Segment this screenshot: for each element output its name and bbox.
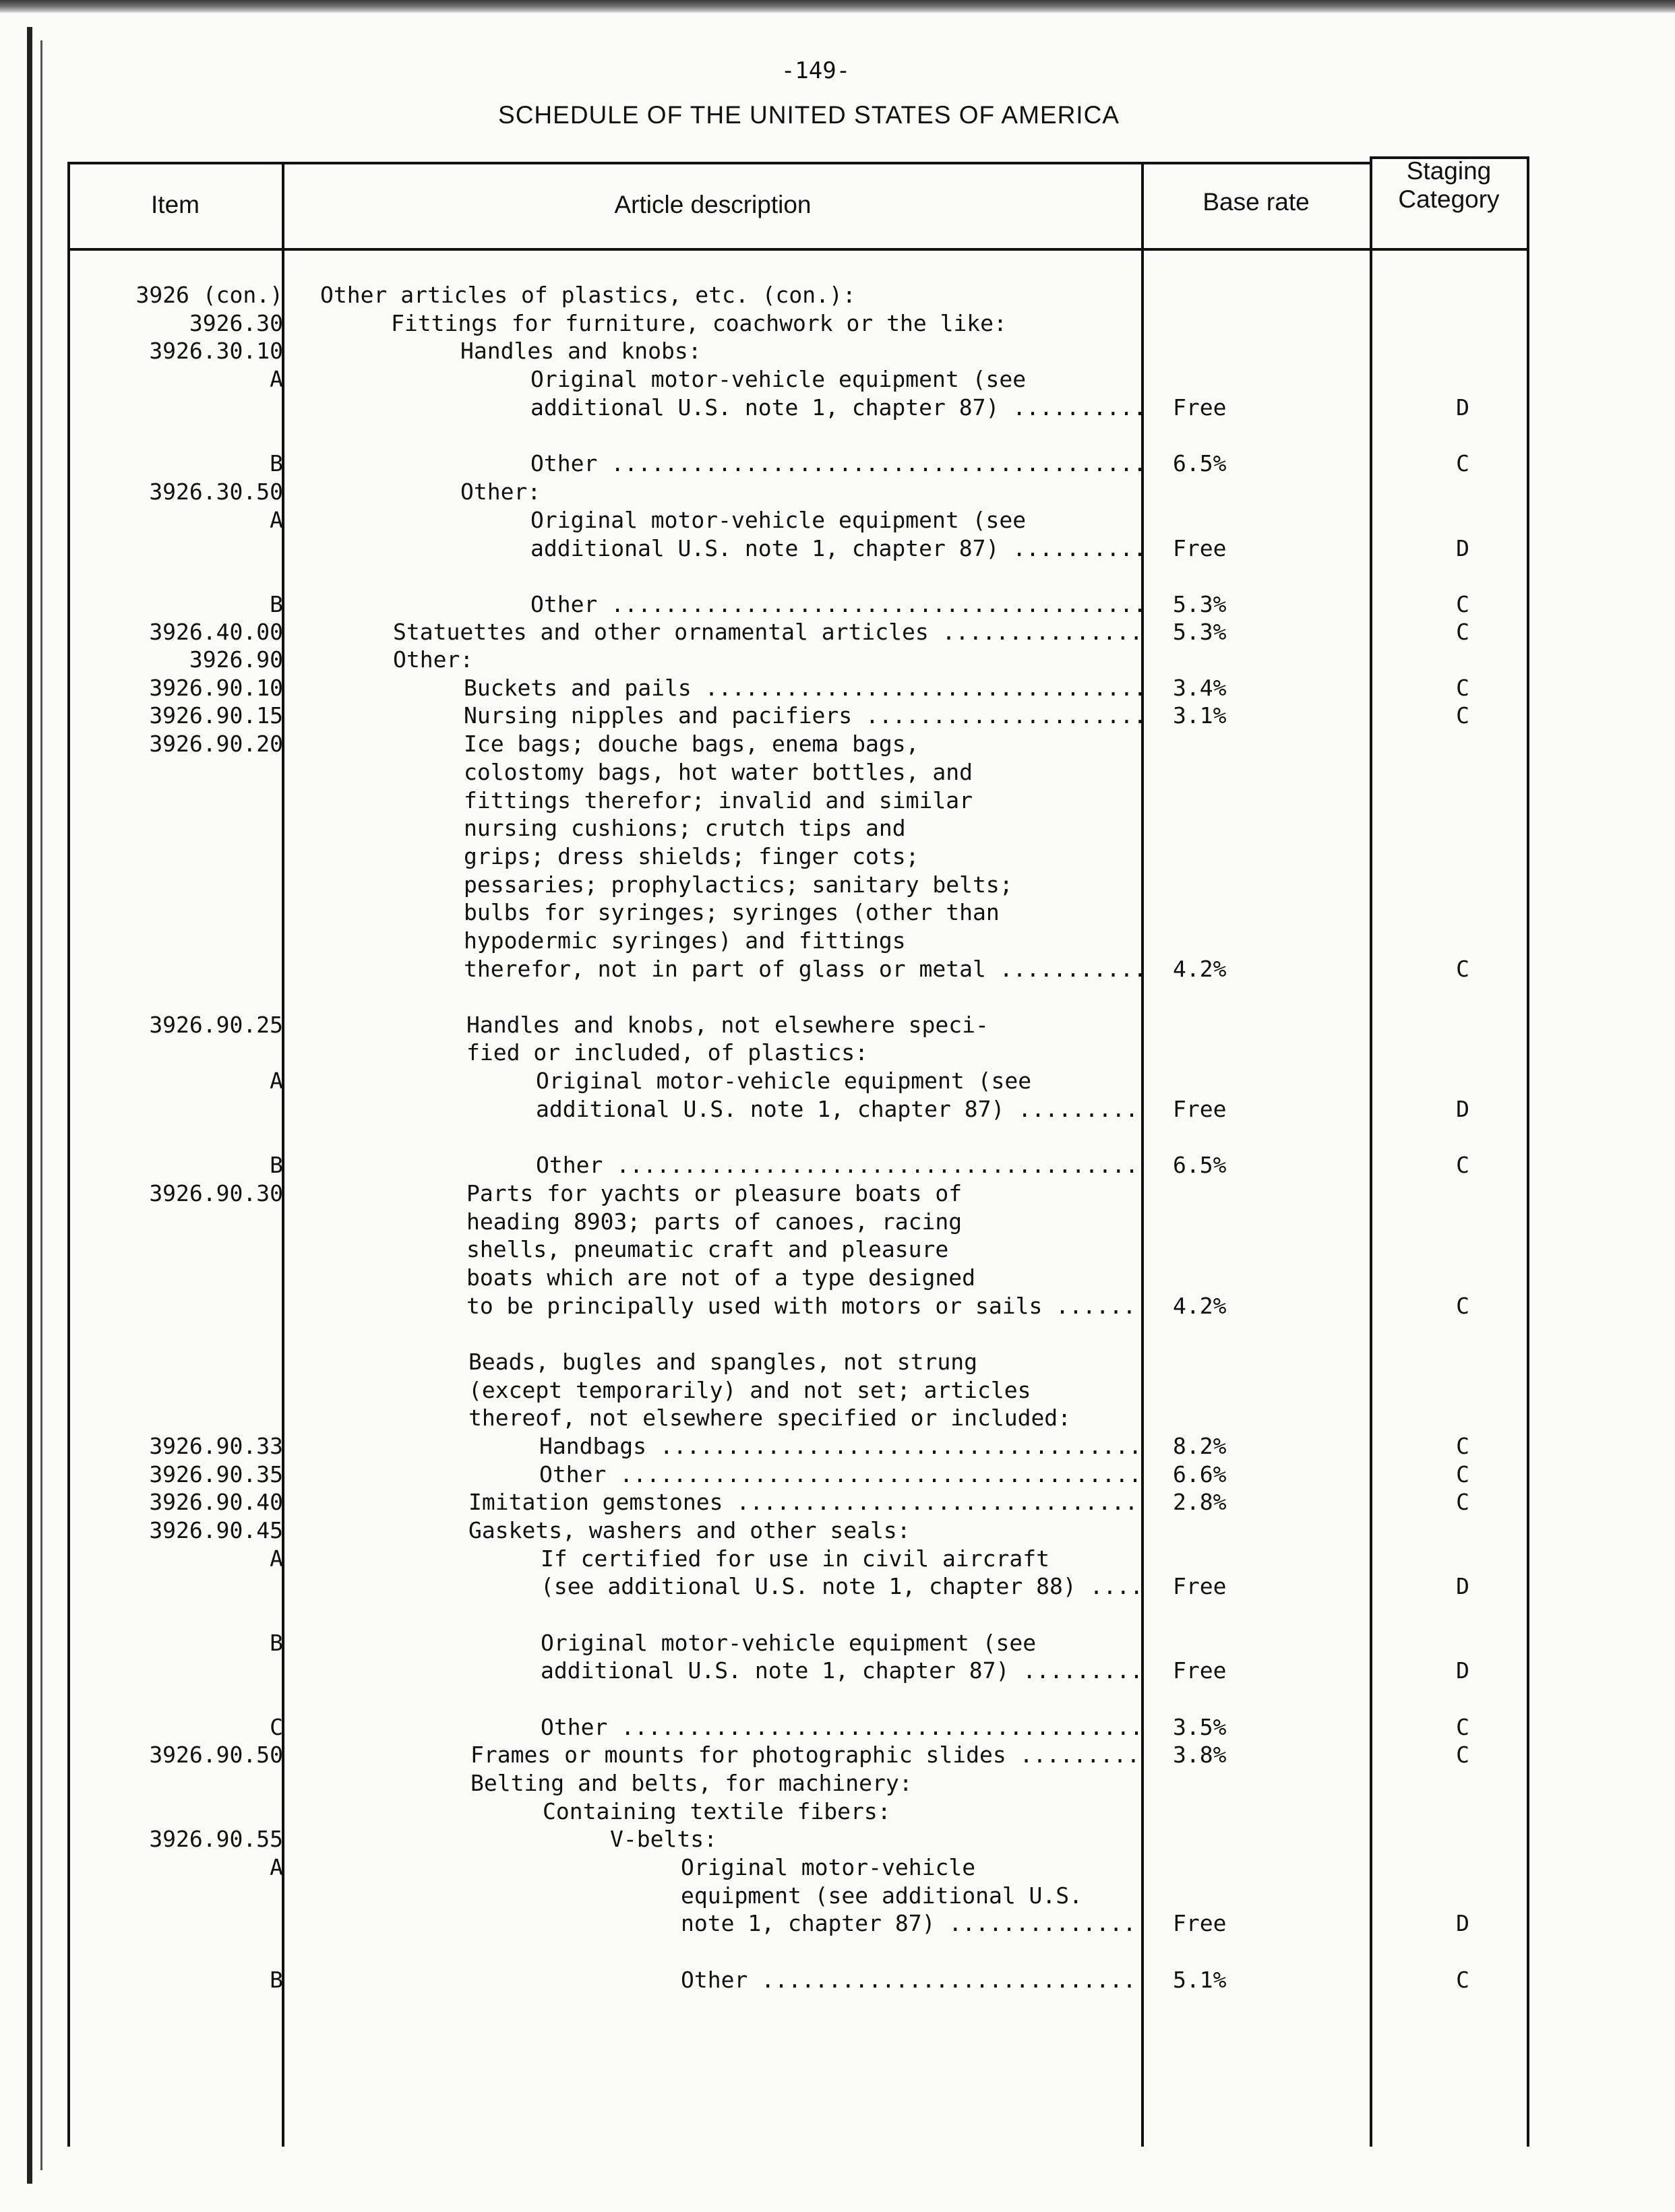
- base-rate: 3.8%: [1173, 1742, 1227, 1768]
- staging-category: C: [1456, 702, 1469, 729]
- base-rate: 3.4%: [1173, 675, 1227, 701]
- article-description: Ice bags; douche bags, enema bags,: [464, 731, 919, 757]
- article-description: (except temporarily) and not set; articles: [468, 1377, 1031, 1403]
- staging-category: C: [1456, 1489, 1469, 1515]
- table-row: [0, 787, 1675, 815]
- article-description: Other .....: [541, 1713, 1143, 1742]
- article-description: pessaries; prophylactics; sanitary belts;: [464, 871, 1013, 898]
- item-number: 3926.30.50: [149, 479, 283, 505]
- base-rate: Free: [1173, 1096, 1227, 1122]
- article-description: (see additional U.S. note 1, chapter 88) .....: [541, 1572, 1143, 1601]
- table-row: [0, 365, 1675, 394]
- table-row: [0, 1011, 1675, 1039]
- base-rate: Free: [1173, 535, 1227, 561]
- table-row: [0, 1909, 1675, 1938]
- table-row: [0, 1741, 1675, 1769]
- table-row: [0, 1545, 1675, 1573]
- table-row: [0, 1657, 1675, 1685]
- article-description: bulbs for syringes; syringes (other than: [464, 899, 1000, 925]
- table-row: [0, 309, 1675, 338]
- header-staging: Staging: [1406, 157, 1492, 185]
- base-rate: 5.1%: [1173, 1967, 1227, 1993]
- article-description: boats which are not of a type designed: [466, 1264, 975, 1291]
- item-number: A: [270, 366, 283, 392]
- table-row: [0, 898, 1675, 927]
- table-row: [0, 478, 1675, 506]
- table-row: [0, 927, 1675, 955]
- table-row: [0, 1629, 1675, 1657]
- article-description: nursing cushions; crutch tips and: [464, 815, 906, 841]
- article-description: Beads, bugles and spangles, not strung: [468, 1349, 977, 1375]
- article-description: additional U.S. note 1, chapter 87) .....: [530, 534, 1143, 563]
- staging-category: D: [1456, 1657, 1469, 1684]
- item-number: A: [270, 1545, 283, 1572]
- base-rate: 3.5%: [1173, 1714, 1227, 1740]
- table-row: [0, 730, 1675, 758]
- item-number: 3926.90.10: [149, 675, 283, 701]
- item-number: 3926.90.40: [149, 1489, 283, 1515]
- table-row: [0, 506, 1675, 534]
- article-description: therefor, not in part of glass or metal .....: [464, 955, 1143, 983]
- page-number: -149-: [781, 57, 851, 84]
- item-number: 3926.90.30: [149, 1180, 283, 1206]
- staging-category: C: [1456, 1152, 1469, 1178]
- item-number: 3926.90.33: [149, 1433, 283, 1459]
- table-row: [0, 394, 1675, 422]
- item-number: 3926.90.55: [149, 1826, 283, 1852]
- header-base-rate: Base rate: [1202, 188, 1310, 216]
- article-description: Original motor-vehicle equipment (see: [530, 366, 1027, 392]
- table-row: [0, 674, 1675, 702]
- base-rate: 4.2%: [1173, 956, 1227, 982]
- base-rate: 3.1%: [1173, 702, 1227, 729]
- item-number: 3926.90.45: [149, 1517, 283, 1543]
- table-row: [0, 1208, 1675, 1236]
- article-description: Original motor-vehicle equipment (see: [541, 1630, 1037, 1656]
- article-description: Other .....: [681, 1966, 1143, 1994]
- table-row: [0, 1488, 1675, 1516]
- item-number: 3926 (con.): [135, 282, 283, 308]
- table-border-top: [67, 162, 1372, 164]
- article-description: Other:: [460, 479, 541, 505]
- article-description: thereof, not elsewhere specified or included:: [468, 1405, 1072, 1431]
- item-number: 3926.30.10: [149, 338, 283, 364]
- article-description: Original motor-vehicle: [681, 1854, 976, 1880]
- item-number: 3926.90.25: [149, 1012, 283, 1038]
- article-description: Original motor-vehicle equipment (see: [536, 1068, 1032, 1094]
- item-number: B: [270, 1630, 283, 1656]
- article-description: V-belts:: [610, 1826, 717, 1852]
- article-description: Statuettes and other ornamental articles .....: [393, 618, 1143, 646]
- base-rate: Free: [1173, 394, 1227, 421]
- table-row: [0, 1432, 1675, 1461]
- table-row: [0, 842, 1675, 871]
- table-row: [0, 1292, 1675, 1320]
- table-row: [0, 1516, 1675, 1545]
- table-row: [0, 1769, 1675, 1798]
- staging-category: C: [1456, 619, 1469, 645]
- table-row: [0, 1179, 1675, 1208]
- base-rate: Free: [1173, 1573, 1227, 1599]
- article-description: Nursing nipples and pacifiers .....: [464, 702, 1143, 730]
- item-number: A: [270, 1854, 283, 1880]
- staging-category: C: [1456, 1293, 1469, 1319]
- base-rate: 5.3%: [1173, 619, 1227, 645]
- item-number: A: [270, 507, 283, 533]
- scan-edge-top: [0, 0, 1675, 13]
- table-row: [0, 1882, 1675, 1910]
- table-row: [0, 1151, 1675, 1179]
- table-row: [0, 1039, 1675, 1067]
- table-row: [0, 1264, 1675, 1292]
- article-description: Belting and belts, for machinery:: [470, 1770, 913, 1796]
- staging-category: D: [1456, 1096, 1469, 1122]
- base-rate: 5.3%: [1173, 591, 1227, 617]
- item-number: B: [270, 591, 283, 617]
- item-number: 3926.90: [189, 646, 283, 673]
- article-description: Gaskets, washers and other seals:: [468, 1517, 911, 1543]
- base-rate: 6.6%: [1173, 1461, 1227, 1487]
- page-title: SCHEDULE OF THE UNITED STATES OF AMERICA: [498, 101, 1120, 129]
- article-description: fittings therefor; invalid and similar: [464, 787, 973, 813]
- staging-category: C: [1456, 1742, 1469, 1768]
- staging-category: C: [1456, 956, 1469, 982]
- item-number: C: [270, 1714, 283, 1740]
- article-description: Handles and knobs, not elsewhere speci-: [466, 1012, 989, 1038]
- header-item: Item: [151, 191, 200, 218]
- table-row: [0, 450, 1675, 478]
- article-description: to be principally used with motors or sails .....: [466, 1292, 1143, 1320]
- article-description: Containing textile fibers:: [543, 1798, 891, 1824]
- item-number: 3926.90.35: [149, 1461, 283, 1487]
- staging-category: C: [1456, 1967, 1469, 1993]
- item-number: B: [270, 1967, 283, 1993]
- table-row: [0, 534, 1675, 563]
- article-description: Parts for yachts or pleasure boats of: [466, 1180, 963, 1206]
- article-description: Buckets and pails .....: [464, 674, 1143, 702]
- staging-category: C: [1456, 675, 1469, 701]
- staging-category: D: [1456, 1910, 1469, 1936]
- article-description: additional U.S. note 1, chapter 87) .....: [536, 1095, 1143, 1124]
- article-description: Other .....: [530, 590, 1143, 619]
- table-row: [0, 1348, 1675, 1376]
- article-description: Other articles of plastics, etc. (con.):: [320, 282, 856, 308]
- table-row: [0, 1825, 1675, 1853]
- base-rate: 4.2%: [1173, 1293, 1227, 1319]
- article-description: grips; dress shields; finger cots;: [464, 843, 919, 869]
- article-description: Imitation gemstones .....: [468, 1488, 1143, 1516]
- article-description: hypodermic syringes) and fittings: [464, 927, 906, 954]
- table-row: [0, 1404, 1675, 1432]
- table-row: [0, 1235, 1675, 1264]
- table-row: [0, 1572, 1675, 1601]
- item-number: 3926.90.50: [149, 1742, 283, 1768]
- article-description: heading 8903; parts of canoes, racing: [466, 1208, 963, 1235]
- item-number: 3926.40.00: [149, 619, 283, 645]
- staging-category: D: [1456, 394, 1469, 421]
- table-row: [0, 1713, 1675, 1742]
- staging-category: C: [1456, 1433, 1469, 1459]
- item-number: 3926.90.15: [149, 702, 283, 729]
- table-row: [0, 618, 1675, 646]
- article-description: shells, pneumatic craft and pleasure: [466, 1236, 949, 1262]
- article-description: equipment (see additional U.S.: [681, 1882, 1083, 1909]
- base-rate: 6.5%: [1173, 450, 1227, 477]
- article-description: Other .....: [539, 1461, 1143, 1489]
- table-row: [0, 1966, 1675, 1994]
- article-description: additional U.S. note 1, chapter 87) .....: [541, 1657, 1143, 1685]
- article-description: colostomy bags, hot water bottles, and: [464, 759, 973, 785]
- staging-category: D: [1456, 1573, 1469, 1599]
- base-rate: Free: [1173, 1910, 1227, 1936]
- article-description: Frames or mounts for photographic slides .....: [470, 1741, 1143, 1769]
- article-description: Other .....: [536, 1151, 1143, 1179]
- base-rate: 6.5%: [1173, 1152, 1227, 1178]
- article-description: Fittings for furniture, coachwork or the like:: [391, 310, 1007, 336]
- item-number: B: [270, 450, 283, 477]
- article-description: Original motor-vehicle equipment (see: [530, 507, 1027, 533]
- article-description: If certified for use in civil aircraft: [541, 1545, 1049, 1572]
- item-number: A: [270, 1068, 283, 1094]
- table-row: [0, 281, 1675, 309]
- article-description: Other .....: [530, 450, 1143, 478]
- staging-category: C: [1456, 1461, 1469, 1487]
- table-row: [0, 337, 1675, 365]
- table-row: [0, 1798, 1675, 1826]
- staging-category: C: [1456, 450, 1469, 477]
- table-row: [0, 702, 1675, 730]
- table-row: [0, 590, 1675, 619]
- item-number: 3926.90.20: [149, 731, 283, 757]
- table-row: [0, 1853, 1675, 1882]
- table-row: [0, 814, 1675, 842]
- article-description: note 1, chapter 87) .....: [681, 1909, 1143, 1938]
- table-row: [0, 646, 1675, 674]
- item-number: 3926.30: [189, 310, 283, 336]
- article-description: Handles and knobs:: [460, 338, 702, 364]
- article-description: additional U.S. note 1, chapter 87) .....: [530, 394, 1143, 422]
- table-row: [0, 871, 1675, 899]
- article-description: Other:: [393, 646, 474, 673]
- base-rate: Free: [1173, 1657, 1227, 1684]
- table-row: [0, 955, 1675, 983]
- table-row: [0, 1376, 1675, 1405]
- staging-category: D: [1456, 535, 1469, 561]
- staging-category: C: [1456, 591, 1469, 617]
- header-divider: [67, 248, 1529, 251]
- header-category: Category: [1398, 185, 1500, 213]
- article-description: fied or included, of plastics:: [466, 1039, 869, 1066]
- base-rate: 8.2%: [1173, 1433, 1227, 1459]
- item-number: B: [270, 1152, 283, 1178]
- article-description: Handbags .....: [539, 1432, 1143, 1461]
- header-description: Article description: [614, 191, 812, 218]
- base-rate: 2.8%: [1173, 1489, 1227, 1515]
- staging-category: C: [1456, 1714, 1469, 1740]
- table-row: [0, 1461, 1675, 1489]
- table-row: [0, 758, 1675, 787]
- table-row: [0, 1095, 1675, 1124]
- table-row: [0, 1067, 1675, 1095]
